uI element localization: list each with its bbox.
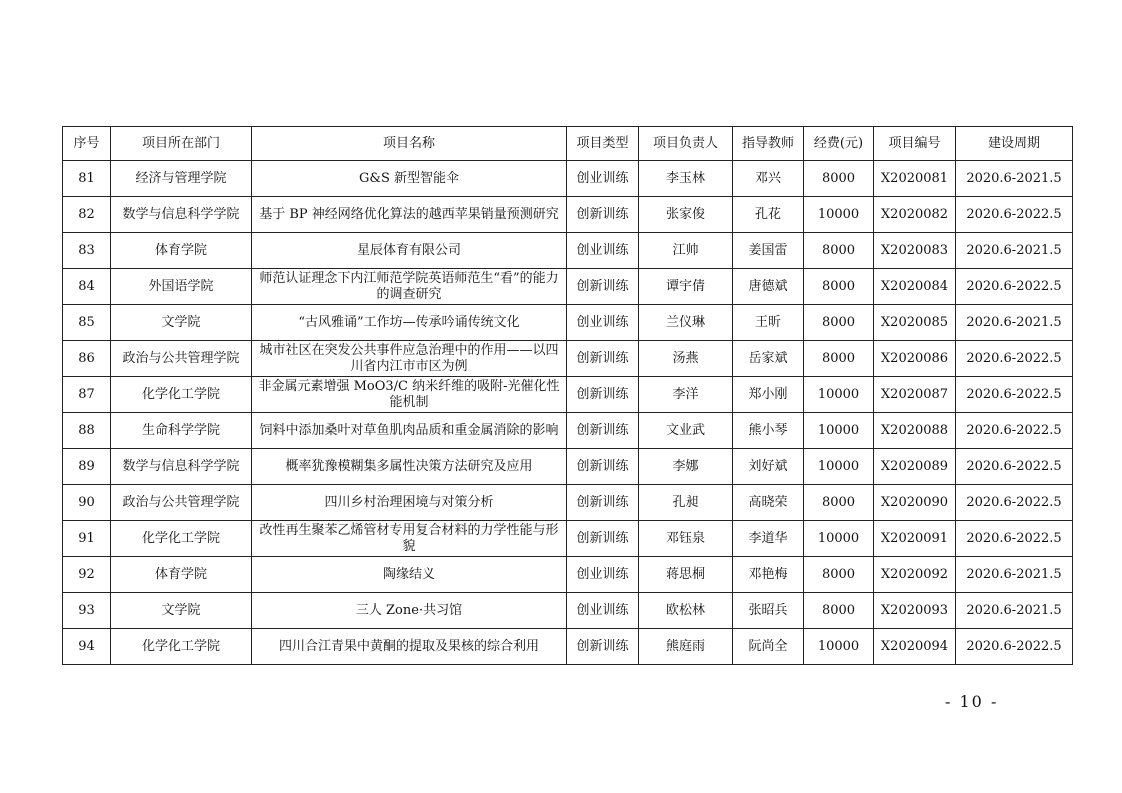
project-type-cell: 创新训练 <box>567 377 639 413</box>
project-code-cell: X2020081 <box>874 161 956 197</box>
advisor-cell: 刘好斌 <box>733 449 804 485</box>
project-type-cell: 创业训练 <box>567 233 639 269</box>
department-cell: 化学化工学院 <box>111 629 252 665</box>
leader-cell: 汤燕 <box>639 341 733 377</box>
advisor-cell: 姜国雷 <box>733 233 804 269</box>
period-cell: 2020.6-2021.5 <box>956 233 1073 269</box>
advisor-cell: 高晓荣 <box>733 485 804 521</box>
project-code-cell: X2020082 <box>874 197 956 233</box>
index-cell: 81 <box>63 161 111 197</box>
project-type-cell: 创业训练 <box>567 305 639 341</box>
funding-cell: 10000 <box>804 629 874 665</box>
leader-cell: 李娜 <box>639 449 733 485</box>
funding-cell: 10000 <box>804 413 874 449</box>
project-type-cell: 创新训练 <box>567 197 639 233</box>
department-cell: 政治与公共管理学院 <box>111 341 252 377</box>
project-name-cell: 概率犹豫模糊集多属性决策方法研究及应用 <box>252 449 567 485</box>
department-cell: 化学化工学院 <box>111 521 252 557</box>
index-cell: 93 <box>63 593 111 629</box>
project-name-cell: 四川合江青果中黄酮的提取及果核的综合利用 <box>252 629 567 665</box>
funding-cell: 10000 <box>804 197 874 233</box>
project-code-cell: X2020094 <box>874 629 956 665</box>
department-cell: 外国语学院 <box>111 269 252 305</box>
funding-cell: 8000 <box>804 233 874 269</box>
project-type-cell: 创新训练 <box>567 449 639 485</box>
project-name-cell: 饲料中添加桑叶对草鱼肌肉品质和重金属消除的影响 <box>252 413 567 449</box>
advisor-cell: 熊小琴 <box>733 413 804 449</box>
department-cell: 数学与信息科学学院 <box>111 197 252 233</box>
funding-cell: 8000 <box>804 305 874 341</box>
period-cell: 2020.6-2022.5 <box>956 377 1073 413</box>
advisor-cell: 阮尚全 <box>733 629 804 665</box>
table-row <box>63 233 1073 269</box>
advisor-cell: 岳家斌 <box>733 341 804 377</box>
period-cell: 2020.6-2022.5 <box>956 449 1073 485</box>
project-type-cell: 创业训练 <box>567 557 639 593</box>
table-row <box>63 377 1073 413</box>
advisor-cell: 邓兴 <box>733 161 804 197</box>
period-cell: 2020.6-2022.5 <box>956 413 1073 449</box>
project-name-cell: 基于 BP 神经网络优化算法的越西苹果销量预测研究 <box>252 197 567 233</box>
header-cell-project-code: 项目编号 <box>874 127 956 161</box>
table-row <box>63 521 1073 557</box>
index-cell: 89 <box>63 449 111 485</box>
department-cell: 体育学院 <box>111 557 252 593</box>
advisor-cell: 张昭兵 <box>733 593 804 629</box>
period-cell: 2020.6-2022.5 <box>956 485 1073 521</box>
project-type-cell: 创新训练 <box>567 485 639 521</box>
funding-cell: 8000 <box>804 593 874 629</box>
table-row <box>63 197 1073 233</box>
index-cell: 83 <box>63 233 111 269</box>
project-table <box>62 126 1073 665</box>
project-type-cell: 创业训练 <box>567 161 639 197</box>
leader-cell: 熊庭雨 <box>639 629 733 665</box>
header-cell-leader: 项目负责人 <box>639 127 733 161</box>
funding-cell: 10000 <box>804 377 874 413</box>
project-code-cell: X2020087 <box>874 377 956 413</box>
department-cell: 化学化工学院 <box>111 377 252 413</box>
table-row <box>63 629 1073 665</box>
department-cell: 体育学院 <box>111 233 252 269</box>
funding-cell: 10000 <box>804 449 874 485</box>
table-row <box>63 341 1073 377</box>
table-row <box>63 449 1073 485</box>
project-type-cell: 创业训练 <box>567 593 639 629</box>
table-header-row <box>63 127 1073 161</box>
funding-cell: 10000 <box>804 521 874 557</box>
advisor-cell: 孔花 <box>733 197 804 233</box>
project-name-cell: “古风雅诵”工作坊—传承吟诵传统文化 <box>252 305 567 341</box>
period-cell: 2020.6-2022.5 <box>956 629 1073 665</box>
header-cell-advisor: 指导教师 <box>733 127 804 161</box>
project-code-cell: X2020086 <box>874 341 956 377</box>
header-cell-project-type: 项目类型 <box>567 127 639 161</box>
department-cell: 文学院 <box>111 305 252 341</box>
header-cell-funding: 经费(元) <box>804 127 874 161</box>
advisor-cell: 郑小刚 <box>733 377 804 413</box>
period-cell: 2020.6-2021.5 <box>956 593 1073 629</box>
table-row <box>63 161 1073 197</box>
index-cell: 92 <box>63 557 111 593</box>
period-cell: 2020.6-2022.5 <box>956 269 1073 305</box>
header-cell-project-name: 项目名称 <box>252 127 567 161</box>
project-name-cell: G&S 新型智能伞 <box>252 161 567 197</box>
department-cell: 数学与信息科学学院 <box>111 449 252 485</box>
period-cell: 2020.6-2021.5 <box>956 557 1073 593</box>
index-cell: 86 <box>63 341 111 377</box>
table-row <box>63 269 1073 305</box>
project-name-cell: 陶缘结义 <box>252 557 567 593</box>
project-code-cell: X2020085 <box>874 305 956 341</box>
department-cell: 经济与管理学院 <box>111 161 252 197</box>
project-name-cell: 改性再生聚苯乙烯管材专用复合材料的力学性能与形貌 <box>252 521 567 557</box>
table-row <box>63 557 1073 593</box>
project-code-cell: X2020092 <box>874 557 956 593</box>
project-name-cell: 星辰体育有限公司 <box>252 233 567 269</box>
table-row <box>63 593 1073 629</box>
leader-cell: 李洋 <box>639 377 733 413</box>
leader-cell: 文业武 <box>639 413 733 449</box>
project-code-cell: X2020083 <box>874 233 956 269</box>
leader-cell: 兰仪琳 <box>639 305 733 341</box>
leader-cell: 谭宇倩 <box>639 269 733 305</box>
project-name-cell: 四川乡村治理困境与对策分析 <box>252 485 567 521</box>
table-body <box>63 161 1073 665</box>
leader-cell: 邓钰泉 <box>639 521 733 557</box>
project-name-cell: 城市社区在突发公共事件应急治理中的作用——以四川省内江市市区为例 <box>252 341 567 377</box>
header-cell-department: 项目所在部门 <box>111 127 252 161</box>
department-cell: 文学院 <box>111 593 252 629</box>
department-cell: 政治与公共管理学院 <box>111 485 252 521</box>
leader-cell: 李玉林 <box>639 161 733 197</box>
header-cell-index: 序号 <box>63 127 111 161</box>
advisor-cell: 李道华 <box>733 521 804 557</box>
leader-cell: 蒋思桐 <box>639 557 733 593</box>
period-cell: 2020.6-2022.5 <box>956 341 1073 377</box>
department-cell: 生命科学学院 <box>111 413 252 449</box>
funding-cell: 8000 <box>804 269 874 305</box>
index-cell: 91 <box>63 521 111 557</box>
index-cell: 87 <box>63 377 111 413</box>
funding-cell: 8000 <box>804 161 874 197</box>
project-code-cell: X2020089 <box>874 449 956 485</box>
project-code-cell: X2020088 <box>874 413 956 449</box>
funding-cell: 8000 <box>804 557 874 593</box>
index-cell: 90 <box>63 485 111 521</box>
leader-cell: 欧松林 <box>639 593 733 629</box>
project-name-cell: 三人 Zone·共习馆 <box>252 593 567 629</box>
index-cell: 82 <box>63 197 111 233</box>
table-row <box>63 485 1073 521</box>
project-name-cell: 师范认证理念下内江师范学院英语师范生“看”的能力的调查研究 <box>252 269 567 305</box>
page-number: - 10 - <box>945 692 999 711</box>
index-cell: 88 <box>63 413 111 449</box>
table-row <box>63 413 1073 449</box>
table-row <box>63 305 1073 341</box>
leader-cell: 江帅 <box>639 233 733 269</box>
project-type-cell: 创新训练 <box>567 269 639 305</box>
project-code-cell: X2020090 <box>874 485 956 521</box>
index-cell: 84 <box>63 269 111 305</box>
project-type-cell: 创新训练 <box>567 521 639 557</box>
project-type-cell: 创新训练 <box>567 341 639 377</box>
advisor-cell: 王昕 <box>733 305 804 341</box>
project-code-cell: X2020084 <box>874 269 956 305</box>
period-cell: 2020.6-2021.5 <box>956 305 1073 341</box>
leader-cell: 孔昶 <box>639 485 733 521</box>
funding-cell: 8000 <box>804 341 874 377</box>
leader-cell: 张家俊 <box>639 197 733 233</box>
project-type-cell: 创新训练 <box>567 629 639 665</box>
index-cell: 85 <box>63 305 111 341</box>
project-code-cell: X2020091 <box>874 521 956 557</box>
project-type-cell: 创新训练 <box>567 413 639 449</box>
header-cell-period: 建设周期 <box>956 127 1073 161</box>
period-cell: 2020.6-2022.5 <box>956 197 1073 233</box>
index-cell: 94 <box>63 629 111 665</box>
advisor-cell: 唐德斌 <box>733 269 804 305</box>
project-code-cell: X2020093 <box>874 593 956 629</box>
funding-cell: 8000 <box>804 485 874 521</box>
period-cell: 2020.6-2022.5 <box>956 521 1073 557</box>
project-name-cell: 非金属元素增强 MoO3/C 纳米纤维的吸附-光催化性能机制 <box>252 377 567 413</box>
advisor-cell: 邓艳梅 <box>733 557 804 593</box>
period-cell: 2020.6-2021.5 <box>956 161 1073 197</box>
